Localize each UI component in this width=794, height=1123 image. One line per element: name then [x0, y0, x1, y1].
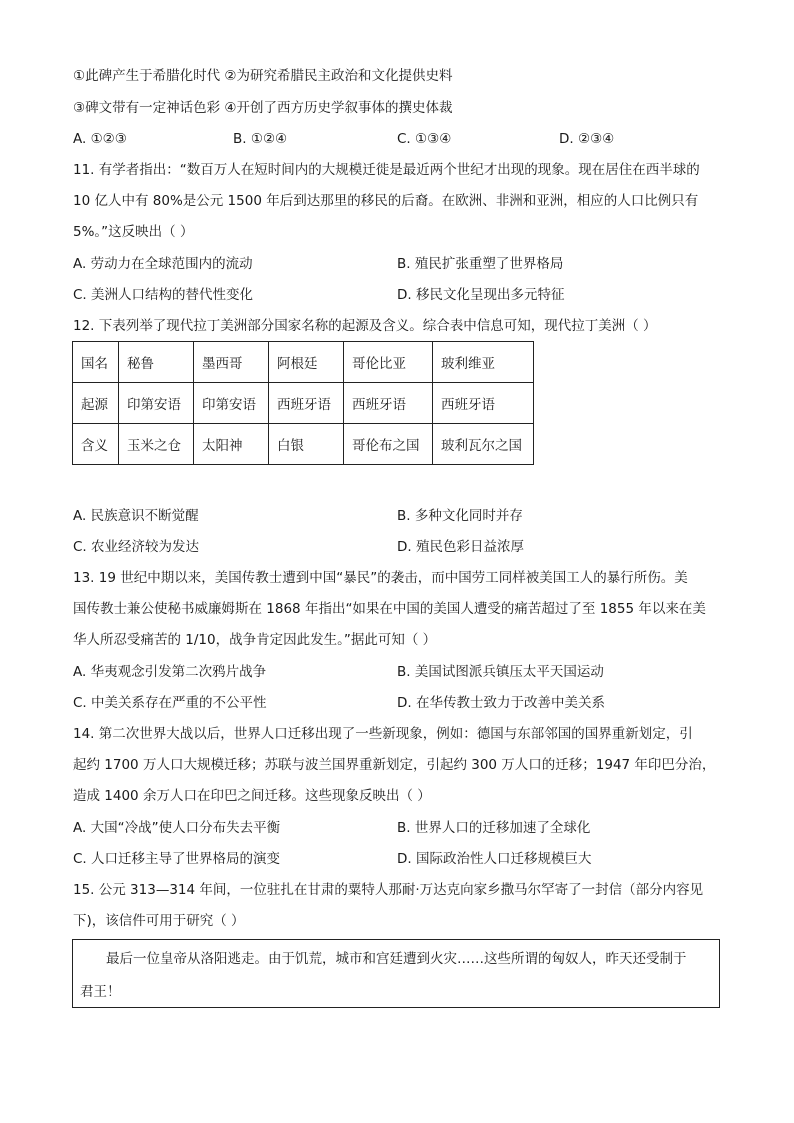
- q11-stem-line-3: 5%。”这反映出（ ）: [73, 224, 194, 240]
- table-row: [73, 424, 534, 465]
- table-cell: 含义: [73, 424, 119, 465]
- table-cell: 印第安语: [194, 383, 269, 424]
- table-cell: 玻利瓦尔之国: [433, 424, 534, 465]
- q14-option-a[interactable]: A. 大国“冷战”使人口分布失去平衡: [73, 820, 281, 836]
- table-cell: 起源: [73, 383, 119, 424]
- q10-option-d[interactable]: D. ②③④: [559, 131, 615, 147]
- table-cell: 阿根廷: [269, 342, 344, 383]
- table-cell: 西班牙语: [433, 383, 534, 424]
- q10-option-c[interactable]: C. ①③④: [397, 131, 452, 147]
- table-cell: 秘鲁: [119, 342, 194, 383]
- q12-option-c[interactable]: C. 农业经济较为发达: [73, 539, 200, 555]
- q15-quote-line-1: 最后一位皇帝从洛阳逃走。由于饥荒，城市和宫廷遭到火灾……这些所谓的匈奴人，昨天还受制于: [106, 951, 687, 967]
- q13-option-b[interactable]: B. 美国试图派兵镇压太平天国运动: [397, 664, 604, 680]
- table-cell: 玉米之仓: [119, 424, 194, 465]
- q15-quote-box: [72, 939, 720, 1008]
- table-cell: 印第安语: [119, 383, 194, 424]
- q11-option-a[interactable]: A. 劳动力在全球范围内的流动: [73, 256, 253, 272]
- q14-option-c[interactable]: C. 人口迁移主导了世界格局的演变: [73, 851, 281, 867]
- q12-option-d[interactable]: D. 殖民色彩日益浓厚: [397, 539, 524, 555]
- table-cell: 白银: [269, 424, 344, 465]
- q11-stem-line-2: 10 亿人中有 80%是公元 1500 年后到达那里的移民的后裔。在欧洲、非洲和亚洲，相应的人口比例只有: [73, 193, 699, 209]
- q13-option-d[interactable]: D. 在华传教士致力于改善中美关系: [397, 695, 605, 711]
- q13-stem-line-1: 13. 19 世纪中期以来，美国传教士遭到中国“暴民”的袭击，而中国劳工同样被美国工人的暴行所伤。美: [73, 570, 688, 586]
- table-row: [73, 342, 534, 383]
- q10-statement-line-2: ③碑文带有一定神话色彩 ④开创了西方历史学叙事体的撰史体裁: [73, 100, 453, 116]
- q14-stem-line-1: 14. 第二次世界大战以后，世界人口迁移出现了一些新现象，例如：德国与东部邻国的国界重新划定，引: [73, 726, 693, 742]
- q14-option-d[interactable]: D. 国际政治性人口迁移规模巨大: [397, 851, 592, 867]
- table-cell: 西班牙语: [344, 383, 433, 424]
- q14-stem-line-3: 造成 1400 余万人口在印巴之间迁移。这些现象反映出（ ）: [73, 788, 431, 804]
- q15-stem-line-2: 下)，该信件可用于研究（ ）: [73, 913, 245, 929]
- q11-option-c[interactable]: C. 美洲人口结构的替代性变化: [73, 287, 254, 303]
- q14-stem-line-2: 起约 1700 万人口大规模迁移；苏联与波兰国界重新划定，引起约 300 万人口的迁移；1947 年印巴分治，: [73, 757, 716, 773]
- q10-statement-line-1: ①此碑产生于希腊化时代 ②为研究希腊民主政治和文化提供史料: [73, 68, 453, 84]
- q10-option-a[interactable]: A. ①②③: [73, 131, 127, 147]
- q12-stem: 12. 下表列举了现代拉丁美洲部分国家名称的起源及含义。综合表中信息可知，现代拉丁美洲（ ）: [73, 318, 657, 334]
- table-cell: 西班牙语: [269, 383, 344, 424]
- q11-option-b[interactable]: B. 殖民扩张重塑了世界格局: [397, 256, 564, 272]
- q13-stem-line-2: 国传教士兼公使秘书威廉姆斯在 1868 年指出“如果在中国的美国人遭受的痛苦超过了至 1855 年以来在美: [73, 601, 706, 617]
- table-cell: 哥伦比亚: [344, 342, 433, 383]
- table-cell: 玻利维亚: [433, 342, 534, 383]
- table-cell: 墨西哥: [194, 342, 269, 383]
- table-cell: 国名: [73, 342, 119, 383]
- q15-quote-line-2: 君王！: [80, 984, 121, 1000]
- q10-option-b[interactable]: B. ①②④: [233, 131, 288, 147]
- q14-option-b[interactable]: B. 世界人口的迁移加速了全球化: [397, 820, 591, 836]
- q15-stem-line-1: 15. 公元 313—314 年间，一位驻扎在甘肃的粟特人那耐·万达克向家乡撒马尔罕寄了一封信（部分内容见: [73, 882, 704, 898]
- q13-stem-line-3: 华人所忍受痛苦的 1/10，战争肯定因此发生。”据此可知（ ）: [73, 632, 437, 648]
- q12-option-a[interactable]: A. 民族意识不断觉醒: [73, 508, 199, 524]
- q13-option-a[interactable]: A. 华夷观念引发第二次鸦片战争: [73, 664, 267, 680]
- q11-option-d[interactable]: D. 移民文化呈现出多元特征: [397, 287, 565, 303]
- q12-table: [72, 341, 534, 465]
- table-row: [73, 383, 534, 424]
- table-cell: 太阳神: [194, 424, 269, 465]
- q11-stem-line-1: 11. 有学者指出：“数百万人在短时间内的大规模迁徙是最近两个世纪才出现的现象。现在居住在西半球的: [73, 162, 700, 178]
- q12-option-b[interactable]: B. 多种文化同时并存: [397, 508, 523, 524]
- table-cell: 哥伦布之国: [344, 424, 433, 465]
- q13-option-c[interactable]: C. 中美关系存在严重的不公平性: [73, 695, 267, 711]
